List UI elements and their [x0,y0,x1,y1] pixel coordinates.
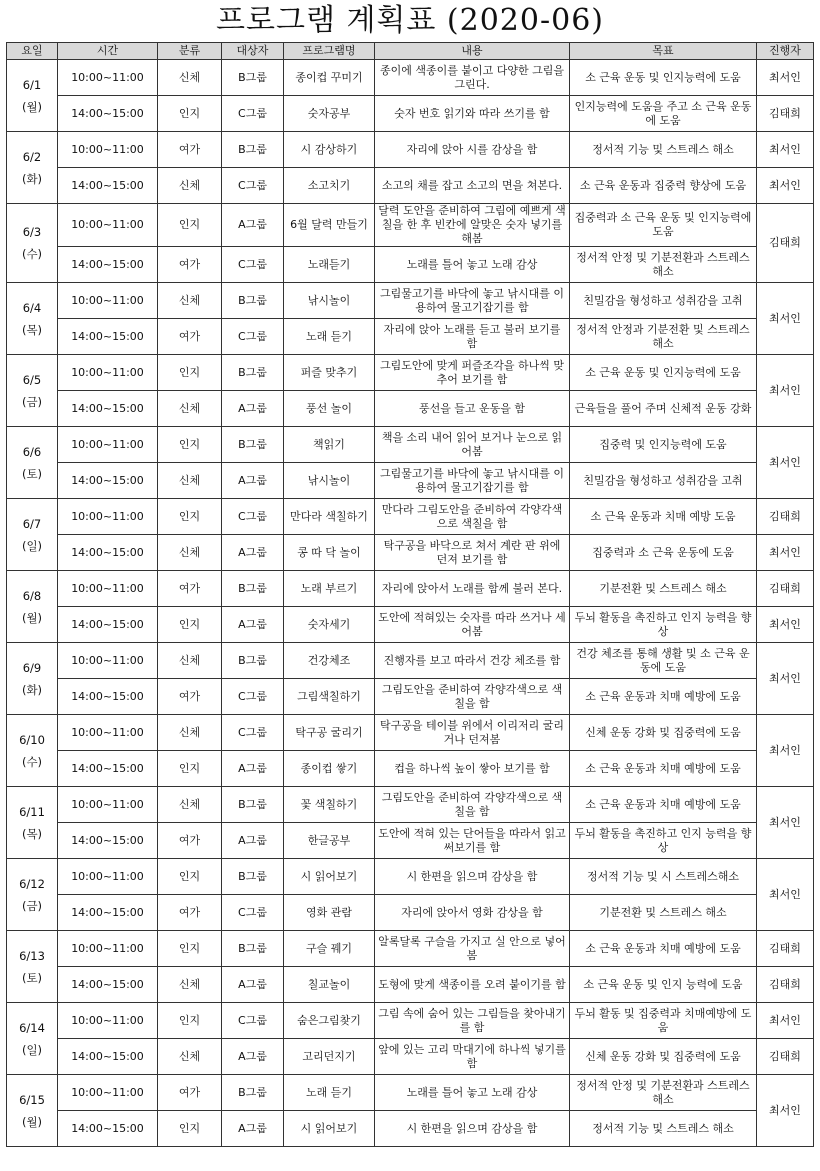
table-row [7,931,814,967]
weekday-label: (일) [21,1042,43,1057]
goal-cell: 두뇌 활동을 촉진하고 인지 능력을 향상 [570,607,757,643]
content-cell: 그림물고기를 바닥에 놓고 낚시대를 이용하여 물고기잡기를 함 [375,463,570,499]
staff-cell: 최서인 [757,283,814,355]
program-name-cell: 탁구공 굴리기 [284,715,375,751]
goal-cell: 정서적 기능 및 스트레스 해소 [570,1111,757,1147]
program-name-cell: 노래 듣기 [284,1075,375,1111]
staff-cell: 최서인 [757,715,814,787]
table-row [7,283,814,319]
time-cell: 14:00~15:00 [58,1111,158,1147]
header-program: 프로그램명 [284,43,375,60]
content-cell: 그림도안에 맞게 퍼즐조각을 하나씩 맞추어 보기를 함 [375,355,570,391]
content-cell: 노래를 틀어 놓고 노래 감상 [375,247,570,283]
header-staff: 진행자 [757,43,814,60]
day-cell [7,1075,58,1147]
time-cell: 14:00~15:00 [58,319,158,355]
time-cell: 14:00~15:00 [58,535,158,571]
time-cell: 10:00~11:00 [58,787,158,823]
program-name-cell: 고리던지기 [284,1039,375,1075]
table-row [7,96,814,132]
category-cell: 여가 [158,571,222,607]
category-cell: 신체 [158,391,222,427]
program-name-cell: 6월 달력 만들기 [284,204,375,247]
category-cell: 신체 [158,283,222,319]
date-label: 6/11 [19,804,45,819]
category-cell: 여가 [158,319,222,355]
content-cell: 자리에 앉아서 노래를 함께 불러 본다. [375,571,570,607]
program-name-cell: 풍선 놀이 [284,391,375,427]
goal-cell: 소 근육 운동과 집중력 향상에 도움 [570,168,757,204]
content-cell: 숫자 번호 읽기와 따라 쓰기를 함 [375,96,570,132]
time-cell: 14:00~15:00 [58,895,158,931]
table-row [7,751,814,787]
target-group-cell: B그룹 [222,60,284,96]
category-cell: 인지 [158,499,222,535]
category-cell: 여가 [158,895,222,931]
content-cell: 그림물고기를 바닥에 놓고 낚시대를 이용하여 물고기잡기를 함 [375,283,570,319]
table-row [7,895,814,931]
goal-cell: 신체 운동 강화 및 집중력에 도움 [570,1039,757,1075]
goal-cell: 집중력과 소 근육 운동 및 인지능력에 도움 [570,204,757,247]
table-row [7,355,814,391]
program-name-cell: 종이컵 꾸미기 [284,60,375,96]
target-group-cell: A그룹 [222,204,284,247]
date-label: 6/8 [22,588,42,603]
staff-cell: 최서인 [757,1003,814,1039]
date-label: 6/5 [22,372,42,387]
weekday-label: (수) [21,247,43,261]
target-group-cell: B그룹 [222,859,284,895]
time-cell: 10:00~11:00 [58,715,158,751]
content-cell: 컵을 하나씩 높이 쌓아 보기를 함 [375,751,570,787]
content-cell: 풍선을 들고 운동을 함 [375,391,570,427]
target-group-cell: C그룹 [222,1003,284,1039]
page-title: 프로그램 계획표 (2020-06) [216,3,604,38]
time-cell: 10:00~11:00 [58,571,158,607]
target-group-cell: A그룹 [222,463,284,499]
category-cell: 신체 [158,787,222,823]
table-row [7,204,814,247]
program-name-cell: 노래 부르기 [284,571,375,607]
category-cell: 여가 [158,247,222,283]
staff-cell: 김태희 [757,96,814,132]
goal-cell: 정서적 안정과 기분전환 및 스트레스 해소 [570,319,757,355]
content-cell: 알록달록 구슬을 가지고 실 안으로 넣어 봄 [375,931,570,967]
time-cell: 10:00~11:00 [58,355,158,391]
header-day: 요일 [7,43,58,60]
goal-cell: 집중력과 소 근육 운동에 도움 [570,535,757,571]
program-name-cell: 낚시놀이 [284,463,375,499]
day-cell [7,931,58,1003]
target-group-cell: A그룹 [222,1039,284,1075]
header-time: 시간 [58,43,158,60]
target-group-cell: C그룹 [222,499,284,535]
date-label: 6/6 [22,444,42,459]
target-group-cell: B그룹 [222,132,284,168]
time-cell: 10:00~11:00 [58,931,158,967]
time-cell: 10:00~11:00 [58,1003,158,1039]
content-cell: 달력 도안을 준비하여 그림에 예쁘게 색칠을 한 후 빈칸에 알맞은 숫자 넣기를 해봄 [375,204,570,247]
staff-cell: 최서인 [757,60,814,96]
date-label: 6/3 [22,225,42,239]
table-row [7,499,814,535]
time-cell: 10:00~11:00 [58,859,158,895]
weekday-label: (금) [21,394,43,409]
category-cell: 여가 [158,132,222,168]
day-cell [7,787,58,859]
program-name-cell: 낚시놀이 [284,283,375,319]
time-cell: 10:00~11:00 [58,60,158,96]
goal-cell: 인지능력에 도움을 주고 소 근육 운동에 도움 [570,96,757,132]
weekday-label: (일) [21,538,43,553]
table-row [7,1003,814,1039]
goal-cell: 소 근육 운동 및 인지 능력에 도움 [570,967,757,1003]
day-cell [7,715,58,787]
table-row [7,679,814,715]
weekday-label: (수) [21,754,43,769]
table-row [7,535,814,571]
program-name-cell: 퍼즐 맞추기 [284,355,375,391]
program-name-cell: 노래 듣기 [284,319,375,355]
program-name-cell: 숫자세기 [284,607,375,643]
time-cell: 14:00~15:00 [58,463,158,499]
program-name-cell: 노래듣기 [284,247,375,283]
weekday-label: (월) [21,99,43,114]
target-group-cell: C그룹 [222,247,284,283]
staff-cell: 최서인 [757,535,814,571]
target-group-cell: A그룹 [222,391,284,427]
content-cell: 시 한편을 읽으며 감상을 함 [375,1111,570,1147]
table-row [7,571,814,607]
target-group-cell: B그룹 [222,931,284,967]
goal-cell: 집중력 및 인지능력에 도움 [570,427,757,463]
table-row [7,1039,814,1075]
target-group-cell: B그룹 [222,355,284,391]
table-row [7,715,814,751]
program-name-cell: 숫자공부 [284,96,375,132]
content-cell: 그림도안을 준비하여 각양각색으로 색칠을 함 [375,679,570,715]
category-cell: 여가 [158,1075,222,1111]
category-cell: 신체 [158,60,222,96]
target-group-cell: B그룹 [222,427,284,463]
goal-cell: 정서적 기능 및 시 스트레스해소 [570,859,757,895]
weekday-label: (화) [21,682,43,697]
content-cell: 탁구공을 바닥으로 쳐서 계란 판 위에 던져 보기를 함 [375,535,570,571]
date-label: 6/9 [22,660,42,675]
target-group-cell: A그룹 [222,607,284,643]
table-row [7,787,814,823]
category-cell: 인지 [158,607,222,643]
content-cell: 자리에 앉아서 영화 감상을 함 [375,895,570,931]
target-group-cell: B그룹 [222,571,284,607]
time-cell: 10:00~11:00 [58,427,158,463]
category-cell: 신체 [158,643,222,679]
day-cell [7,427,58,499]
category-cell: 신체 [158,967,222,1003]
time-cell: 10:00~11:00 [58,1075,158,1111]
time-cell: 14:00~15:00 [58,751,158,787]
program-name-cell: 칠교놀이 [284,967,375,1003]
goal-cell: 소 근육 운동과 치매 예방에 도움 [570,751,757,787]
goal-cell: 소 근육 운동 및 인지능력에 도움 [570,60,757,96]
category-cell: 신체 [158,1039,222,1075]
target-group-cell: A그룹 [222,751,284,787]
content-cell: 소고의 채를 잡고 소고의 면을 쳐본다. [375,168,570,204]
program-name-cell: 시 읽어보기 [284,1111,375,1147]
target-group-cell: C그룹 [222,679,284,715]
staff-cell: 김태희 [757,204,814,283]
target-group-cell: A그룹 [222,1111,284,1147]
program-name-cell: 책읽기 [284,427,375,463]
staff-cell: 최서인 [757,427,814,499]
category-cell: 인지 [158,96,222,132]
date-label: 6/2 [22,149,42,164]
content-cell: 시 한편을 읽으며 감상을 함 [375,859,570,895]
target-group-cell: C그룹 [222,168,284,204]
date-label: 6/15 [19,1092,45,1107]
time-cell: 14:00~15:00 [58,967,158,1003]
day-cell [7,859,58,931]
date-label: 6/4 [22,300,42,315]
table-row [7,132,814,168]
content-cell: 진행자를 보고 따라서 건강 체조를 함 [375,643,570,679]
staff-cell: 최서인 [757,787,814,859]
table-row [7,607,814,643]
target-group-cell: A그룹 [222,967,284,1003]
target-group-cell: C그룹 [222,715,284,751]
goal-cell: 소 근육 운동과 치매 예방에 도움 [570,931,757,967]
day-cell [7,643,58,715]
time-cell: 14:00~15:00 [58,96,158,132]
staff-cell: 최서인 [757,859,814,931]
target-group-cell: C그룹 [222,895,284,931]
program-name-cell: 그림색칠하기 [284,679,375,715]
header-row [7,43,814,60]
table-row [7,391,814,427]
schedule-body [7,60,814,1147]
category-cell: 여가 [158,679,222,715]
time-cell: 10:00~11:00 [58,499,158,535]
staff-cell: 김태희 [757,1039,814,1075]
date-label: 6/12 [19,876,45,891]
category-cell: 인지 [158,931,222,967]
target-group-cell: B그룹 [222,643,284,679]
goal-cell: 정서적 기능 및 스트레스 해소 [570,132,757,168]
content-cell: 자리에 앉아 노래를 듣고 불러 보기를 함 [375,319,570,355]
time-cell: 10:00~11:00 [58,643,158,679]
target-group-cell: C그룹 [222,319,284,355]
content-cell: 자리에 앉아 시를 감상을 함 [375,132,570,168]
staff-cell: 최서인 [757,607,814,643]
header-content: 내용 [375,43,570,60]
program-name-cell: 만다라 색칠하기 [284,499,375,535]
goal-cell: 근육들을 풀어 주며 신체적 운동 강화 [570,391,757,427]
content-cell: 책을 소리 내어 읽어 보거나 눈으로 읽어봄 [375,427,570,463]
program-name-cell: 소고치기 [284,168,375,204]
staff-cell: 최서인 [757,1075,814,1147]
table-row [7,247,814,283]
staff-cell: 김태희 [757,571,814,607]
target-group-cell: C그룹 [222,96,284,132]
date-label: 6/7 [22,516,42,531]
day-cell [7,1003,58,1075]
category-cell: 인지 [158,1111,222,1147]
program-name-cell: 한글공부 [284,823,375,859]
goal-cell: 신체 운동 강화 및 집중력에 도움 [570,715,757,751]
goal-cell: 소 근육 운동과 치매 예방 도움 [570,499,757,535]
content-cell: 그림 속에 숨어 있는 그림들을 찾아내기를 함 [375,1003,570,1039]
category-cell: 인지 [158,751,222,787]
category-cell: 신체 [158,715,222,751]
weekday-label: (목) [21,322,43,337]
table-row [7,1075,814,1111]
category-cell: 인지 [158,1003,222,1039]
goal-cell: 정서적 안정 및 기분전환과 스트레스 해소 [570,247,757,283]
goal-cell: 두뇌 활동 및 집중력과 치매예방에 도움 [570,1003,757,1039]
program-name-cell: 콩 따 닥 놀이 [284,535,375,571]
date-label: 6/10 [19,732,45,747]
table-row [7,967,814,1003]
staff-cell: 최서인 [757,168,814,204]
program-name-cell: 영화 관람 [284,895,375,931]
table-row [7,60,814,96]
staff-cell: 김태희 [757,499,814,535]
goal-cell: 친밀감을 형성하고 성취감을 고취 [570,463,757,499]
time-cell: 14:00~15:00 [58,247,158,283]
staff-cell: 김태희 [757,967,814,1003]
time-cell: 10:00~11:00 [58,204,158,247]
header-target: 대상자 [222,43,284,60]
time-cell: 14:00~15:00 [58,679,158,715]
time-cell: 14:00~15:00 [58,823,158,859]
day-cell [7,60,58,132]
content-cell: 도안에 적혀있는 숫자를 따라 쓰거나 세어봄 [375,607,570,643]
program-name-cell: 시 읽어보기 [284,859,375,895]
header-category: 분류 [158,43,222,60]
target-group-cell: B그룹 [222,1075,284,1111]
table-row [7,823,814,859]
time-cell: 14:00~15:00 [58,607,158,643]
date-label: 6/14 [19,1020,45,1035]
goal-cell: 두뇌 활동을 촉진하고 인지 능력을 향상 [570,823,757,859]
weekday-label: (금) [21,898,43,913]
content-cell: 앞에 있는 고리 막대기에 하나씩 넣기를 함 [375,1039,570,1075]
day-cell [7,355,58,427]
weekday-label: (토) [21,466,43,481]
target-group-cell: A그룹 [222,535,284,571]
weekday-label: (월) [21,1114,43,1129]
category-cell: 여가 [158,823,222,859]
target-group-cell: B그룹 [222,787,284,823]
goal-cell: 소 근육 운동과 치매 예방에 도움 [570,787,757,823]
target-group-cell: B그룹 [222,283,284,319]
staff-cell: 최서인 [757,132,814,168]
date-label: 6/13 [19,948,45,963]
goal-cell: 기분전환 및 스트레스 해소 [570,571,757,607]
goal-cell: 정서적 안정 및 기분전환과 스트레스 해소 [570,1075,757,1111]
goal-cell: 소 근육 운동과 치매 예방에 도움 [570,679,757,715]
table-row [7,463,814,499]
program-name-cell: 시 감상하기 [284,132,375,168]
day-cell [7,132,58,204]
content-cell: 도형에 맞게 색종이를 오려 붙이기를 함 [375,967,570,1003]
category-cell: 신체 [158,463,222,499]
program-name-cell: 구슬 꿰기 [284,931,375,967]
content-cell: 종이에 색종이를 붙이고 다양한 그림을 그린다. [375,60,570,96]
table-row [7,427,814,463]
staff-cell: 최서인 [757,355,814,427]
goal-cell: 기분전환 및 스트레스 해소 [570,895,757,931]
program-name-cell: 종이컵 쌓기 [284,751,375,787]
time-cell: 10:00~11:00 [58,132,158,168]
table-row [7,859,814,895]
staff-cell: 김태희 [757,931,814,967]
table-row [7,168,814,204]
content-cell: 만다라 그림도안을 준비하여 각양각색으로 색칠을 함 [375,499,570,535]
table-row [7,643,814,679]
goal-cell: 소 근육 운동 및 인지능력에 도움 [570,355,757,391]
content-cell: 탁구공을 테이블 위에서 이리저리 굴리거나 던져봄 [375,715,570,751]
category-cell: 신체 [158,168,222,204]
goal-cell: 건강 체조를 통해 생활 및 소 근육 운동에 도움 [570,643,757,679]
date-label: 6/1 [22,77,42,92]
time-cell: 14:00~15:00 [58,391,158,427]
category-cell: 인지 [158,859,222,895]
weekday-label: (토) [21,970,43,985]
time-cell: 10:00~11:00 [58,283,158,319]
staff-cell: 최서인 [757,643,814,715]
category-cell: 인지 [158,204,222,247]
category-cell: 인지 [158,427,222,463]
category-cell: 신체 [158,535,222,571]
weekday-label: (월) [21,610,43,625]
time-cell: 14:00~15:00 [58,168,158,204]
content-cell: 도안에 적혀 있는 단어들을 따라서 읽고 써보기를 함 [375,823,570,859]
program-name-cell: 건강체조 [284,643,375,679]
header-goal: 목표 [570,43,757,60]
weekday-label: (화) [21,171,43,186]
target-group-cell: A그룹 [222,823,284,859]
weekday-label: (목) [21,826,43,841]
time-cell: 14:00~15:00 [58,1039,158,1075]
category-cell: 인지 [158,355,222,391]
table-row [7,1111,814,1147]
content-cell: 노래를 틀어 놓고 노래 감상 [375,1075,570,1111]
program-name-cell: 꽃 색칠하기 [284,787,375,823]
day-cell [7,283,58,355]
program-name-cell: 숨은그림찾기 [284,1003,375,1039]
day-cell [7,204,58,283]
program-schedule-table [6,42,814,1147]
content-cell: 그림도안을 준비하여 각양각색으로 색칠을 함 [375,787,570,823]
goal-cell: 친밀감을 형성하고 성취감을 고취 [570,283,757,319]
table-row [7,319,814,355]
day-cell [7,571,58,643]
day-cell [7,499,58,571]
